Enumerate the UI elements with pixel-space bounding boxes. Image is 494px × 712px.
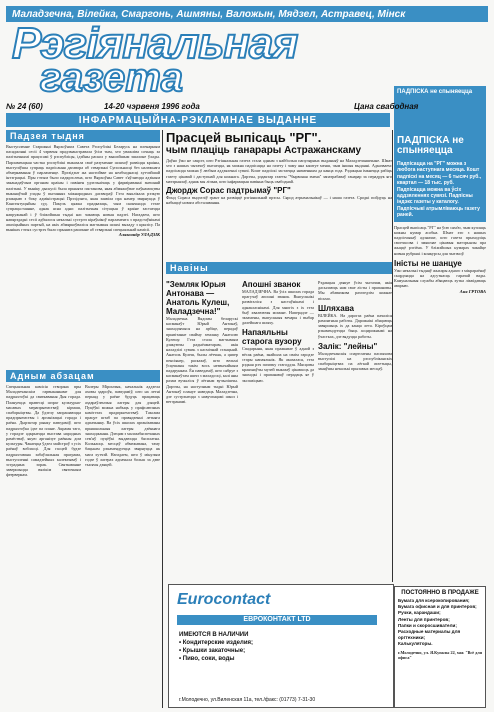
article-text-top: Рэдакцыя дзякуе ўсім чытачам, якія дасылаюць нам свае лісты і прапановы. Мы абавязкова разгледзім кожнае пісьмо.: [318, 280, 392, 301]
column-divider: [162, 130, 163, 708]
article-last-bell: [242, 280, 314, 580]
news-section-title: Навіны: [166, 262, 392, 274]
article-event-of-week: [6, 130, 160, 368]
article-text: МАЛАДЗЕЧНА. Ва ўсіх школах горада прагучаў апошні званок. Выпускнікі развіталіся з настаўнікамі і аднакласнікамі. Для многіх з іх гэта быў хвалюючы момант. Наперадзе — экзамены, выпускныя вечары і выбар далейшага шляху.: [242, 289, 314, 326]
ad-item: • Кондитерские изделия;: [179, 640, 254, 646]
article-signature: Аня ГРТОВА: [459, 288, 486, 294]
price-label: Цана свабодная: [354, 102, 419, 111]
article-text-2: Маладзечанскія спартсмены паспяхова выступілі на рэспубліканскіх спаборніцтвах па лёгкай атлетыцы, заняўшы некалькі прызавых месцаў.: [318, 350, 392, 372]
right-column-text: Прасцей выпісаць "РГ" на ўсю сям'ю, чым купляць кожны нумар асобна. Шмат хто з нашых падпісчыкаў адзначае, што газета прыходзіць своечасова і змяшчае цікавыя матэрыялы пра жыццё рэгіёна. У бліжэйшых нумарах чакайце новыя рубрыкі і конкурсы для чытачоў.: [394, 224, 486, 256]
section-title: Адным абзацам: [6, 370, 160, 382]
banner-strip: ІНФАРМАЦЫЙНА-РЭКЛАМНАЕ ВЫДАННЕ: [6, 113, 390, 127]
office-ad-item: Калькуляторы.: [398, 641, 433, 647]
office-ad-item: Бумага для ксерокопирования;: [398, 598, 470, 603]
ad-item: • Пиво, соки, воды: [179, 656, 235, 662]
office-supplies-ad: [394, 586, 486, 708]
subheadline-2: ганарары Астражанскаму: [233, 145, 362, 156]
office-ad-item: Ленты для принтеров;: [398, 616, 450, 622]
article-briefly: [6, 370, 160, 708]
section-title: Падзея тыдня: [6, 130, 160, 142]
office-ad-item: Бумага офисная и для принтеров;: [398, 604, 477, 610]
ad-address: г.Молодечно, ул.Виленская 11а, тел./факс: (01773) 7-31-30: [179, 697, 316, 703]
headline: Іністы не шанцуе: [394, 258, 462, 268]
headline: Апошні званок: [242, 280, 301, 289]
office-ad-item: Ручки, карандаши;: [398, 610, 441, 616]
article-text: Выступленне Старшыні Вярхоўнага Савета Рэспублікі Беларусь на пленарным пасяджэнні сесіі 4 чэрвеня прадэманстравала ўсім тым, хто уважліва сочыць за палітычнымі працэсамі ў рэспубліцы, ідэйны раскол у вышэйшым эшалоне ўлады. Парламенцкая частка рэспублікі выказала сваё разуменне шляхоў развіцця краіны, выступіўшы супраць падпісання дагавора аб стварэнні Супольнасці без належнага абмеркавання ў парламенце. Прэзідэнт жа настойвае на неабходнасці хутчэйшай інтэграцыі. Пры гэтым было падкрэслена, што Вярхоўны Савет з'яўляецца адзіным заканадаўчым органам краіны і павінен удзельнічаць у фарміраванні знешняй палітыкі. У выніку дыскусіі была прынята пастанова, якая абмяжоўвае паўнамоцтвы выканаўчай улады ў пытаннях міжнародных дагавораў. Гэта выклікала рэзкую рэакцыю з боку адміністрацыі Прэзідэнта, якая заявіла пра намер звярнуцца ў Канстытуцыйны суд. Пакуль цяжка прадказаць, чым скончыцца гэтае супрацьстаянне, аднак ясна адно: палітычная сітуацыя ў краіне застаецца напружанай і ў бліжэйшыя тыдні нас чакаюць новыя падзеі. Нагадаем, што напярэдадні сесіі адбылося некалькі сустрэч кіраўнікоў парламента з прадстаўнікамі апазіцыйных партый, на якіх абмяркоўваліся магчымыя шляхі выхаду з крызісу. Па выніках гэтых сустрэч было прынята рашэнне аб стварэнні спецыяльнай камісіі.: [6, 144, 160, 233]
article-text: ВІЛЕЙКА. На дарогах раёна пачаліся рамонтныя работы. Дарожнікі абяцаюць завяршыць іх да канца лета. Кіроўцам рэкамендуецца быць асцярожнымі на ўчастках, дзе вядуцца работы.: [318, 312, 392, 339]
office-ad-list: [398, 598, 482, 648]
office-ad-title: ПОСТОЯННО В ПРОДАЖЕ: [401, 590, 479, 596]
article-text: Маладзечна. Вядомы беларускі касманаўт Юрый Антонаў, знаходзячыся на арбіце, перадаў прывітанне свайму земляку Анатолю Кулешу. Гэта стала магчымым дзякуючы радыёаматарам, якія наладзілі сувязь з касмічнай станцыяй. Анатоль Кулеш, былы лётчык, а цяпер пенсіянер, расказаў, што вельмі ўсцешаны такім вось незвычайным падарункам. Ён паведаміў, што сябруе з касманаўтам яшчэ з маладосці, калі яны разам вучыліся ў лётным вучылішчы. Дарэчы, на наступным тыдні Юрый Антонаў плануе наведаць Маладзечна, дзе сустрэнецца з навучэнцамі школ і ветэранамі.: [166, 316, 238, 405]
article-text: Даўно ўжо не сакрэт, што Рэгіянальная газета стала адным з найбольш папулярных выданняў на Маладзечаншчыне. Шмат хто з нашых чытачоў пытаецца, як можна падпісацца на газету і чаму яна каштуе менш, чым іншыя выданні. Адказваем: падпісацца можна ў любым аддзяленні сувязі. Кошт падпіскі застаецца нязменным да канца года. Рэдакцыя імкнецца рабіць газету цікавай і даступнай для кожнага. Дарэчы, рэдактар газеты "Чырвоная змена" запатрабаваў ганарар за перадрук яго матэрыялаў, аднак мы лічым, што інфармацыя павінна быць свабоднай.: [166, 158, 392, 184]
towns-strip: Маладзечна, Вілейка, Смаргонь, Ашмяны, Валожын, Мядзел, Астравец, Мінск: [6, 6, 488, 22]
office-ad-item: Расходные материалы для оргтехники;: [398, 629, 461, 641]
eurocontact-ad: [168, 584, 394, 708]
article-text: Ужо некалькі тыдняў жыхары аднаго з мікрараёнаў скардзяцца на адсутнасць гарачай вады. Камунальныя службы абяцаюць хутка ліквідаваць аварыю.: [394, 267, 486, 289]
masthead-title-line2: газета: [40, 56, 184, 98]
ad-company-bar: ЕВРОКОНТАКТ LTD: [177, 615, 377, 625]
headline: Шляхава: [318, 303, 354, 313]
headline: Прасцей выпісаць "РГ".: [166, 130, 322, 145]
issue-number: № 24 (60): [6, 102, 43, 111]
subheadline-3: Джордж Сорас падтрымаў "РГ": [166, 186, 291, 196]
right-column-panel: Падпісацца на "РГ" можна з любога наступнага месяца. Кошт падпіскі на месяц — 6 тысяч руб., квартал — 18 тыс. руб. Падпісацца можна ва ўсіх аддзяленнях сувязі. Падпісны індэкс газеты у каталогу. Падпісчыкі атрымліваюць газету раней.: [394, 158, 486, 222]
article-text-2: Фонд Сораса выдзеліў грант на развіццё рэгіянальнай прэсы. Сярод атрымальнікаў — і наша газета. Сродкі пойдуць на набыццё новага абсталявання.: [166, 195, 392, 206]
office-ad-address: г.Молодечно, ул. Я.Купалы 22, маг. "Всё для офиса": [398, 649, 482, 660]
headline-2: Залік: "лейны": [318, 341, 378, 351]
right-column-title: ПАДПІСКА не спыняецца: [394, 134, 486, 158]
article-subscribe-rg: [166, 130, 392, 248]
subscription-note: ПАДПІСКА не спыняецца: [394, 86, 486, 134]
article-quote: [166, 280, 238, 580]
briefly-text-1: Спецыяльная камісія створана пры Маладзечанскім гарвыканкаме для падрыхтоўкі да святкавання Дня горада. Плануецца правесці шэраг культурна-масавых мерапрыемстваў, кірмаш, спаборніцтвы. Да ўдзелу запрашаюцца прадпрыемствы і арганізацыі горада і раёна. Дырэктар рынку паведаміў, што падрыхтоўка ідзе па плане. Акрамя таго, у горадзе адкрыецца выстава народных рамёстваў, якую арганізуе раённы дом культуры. Чакаецца ўдзел майстроў з усіх раёнаў вобласці. Для гасцей будзе падрыхтавана забаўляльная праграма, выступленні самадзейных калектываў і эстрадных зорак. Святкаванне завершыцца вялікім святочным феерверкам.: [6, 384, 81, 478]
office-ad-item: Папки и скоросшиватели;: [398, 622, 457, 628]
quote-headline: "Земляк Юрыя Антонава — Анатоль Кулеш, Маладзечна!": [166, 280, 230, 316]
masthead-title-line1: Рэгіянальная: [12, 22, 298, 68]
briefly-text-2: Валеры Мірончык, начальнік аддзела аховы здароўя, паведаміў, што на летні перыяд у раёне будуць працаваць аздараўленчыя лагеры для дзяцей. Пуцёўкі можна набыць у прафсаюзных камітэтах прадпрыемстваў. Таксама працуе штаб па правядзенні летняга адпачынку. Ва ўсіх школах арганізаваны прышкольныя лагеры дзённага знаходжання. Дзецям з малазабяспечаных сем'яў пуцёўкі выдаюцца бясплатна. Колькасць месцаў абмежавана, таму бацькам рэкамендуецца звярнуцца як мага хутчэй. Нагадаем, што ў мінулым годзе ў лагерах адпачыла больш за дзве тысячы дзяцей.: [85, 384, 160, 468]
ad-list: [179, 631, 253, 663]
right-column: [394, 134, 486, 544]
article-roads: [318, 280, 392, 580]
article-signature: Аляксандр УЛАДЗІК: [118, 232, 160, 238]
ad-intro: ИМЕЮТСЯ В НАЛИЧИИ: [179, 632, 249, 638]
column-divider: [392, 130, 393, 582]
issue-dates: 14-20 чэрвеня 1996 года: [104, 102, 200, 111]
ad-logo: Eurocontact: [177, 591, 271, 608]
headline-2: Напаяльны старога вузору: [242, 328, 302, 347]
subheadline-1: чым плаціць: [166, 145, 230, 156]
ad-item: • Крышки закаточные;: [179, 648, 246, 654]
article-text-2: Спадарыня, якая пражывае ў адной з вёсак раёна, знайшла на сваім гародзе стары напаяльнік. Як аказалася, гэта рэдкая рэч пачатку стагоддзя. Мясцовы краязнаўчы музей выказаў цікавасць да знаходкі і прапанаваў перадаць яе ў экспазіцыю.: [242, 346, 314, 383]
